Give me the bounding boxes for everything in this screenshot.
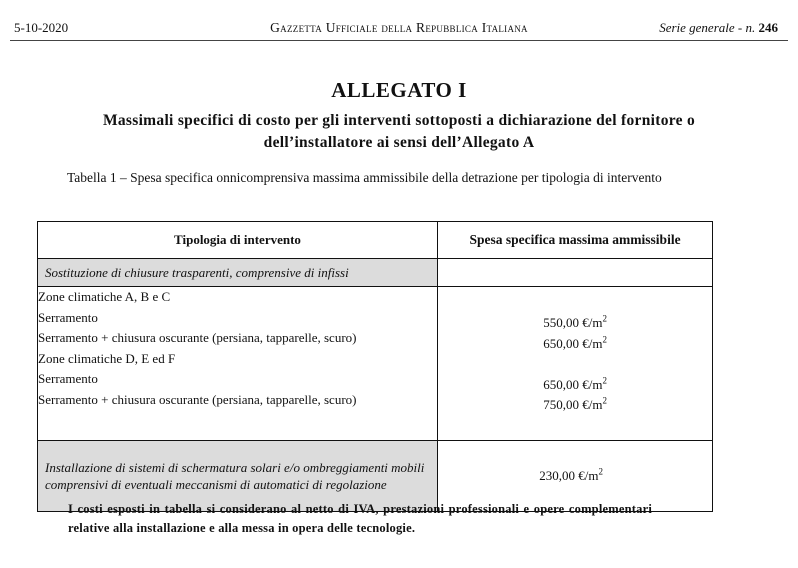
serie-number: 246 xyxy=(758,20,778,35)
table-caption: Tabella 1 – Spesa specifica onnicomprensiva massima ammissibile della detrazione per tipologia di intervento xyxy=(67,170,662,185)
schermatura-label: Installazione di sistemi di schermatura solari e/o ombreggiamenti mobili comprensivi di eventuali meccanismi di automatici di regolazione xyxy=(38,441,438,512)
value-spacer xyxy=(438,354,607,375)
group-abc: Zone climatiche A, B e C xyxy=(38,289,171,304)
allegato-subtitle: Massimali specifici di costo per gli interventi sottoposti a dichiarazione del fornitore o dell’installatore ai sensi dell’Allegato A xyxy=(102,112,696,151)
serie-label: Serie generale xyxy=(659,20,735,35)
value-abc-chiusura: 650,00 $€/m^2$ xyxy=(543,334,607,351)
header-date: 5-10-2020 xyxy=(14,20,69,35)
col-header-tipologia: Tipologia di intervento xyxy=(38,222,438,259)
table-row xyxy=(38,259,713,287)
col-header-spesa: Spesa specifica massima ammissibile xyxy=(438,222,713,259)
table-row xyxy=(38,287,713,441)
zone-values xyxy=(438,287,713,441)
allegato-title: ALLEGATO I xyxy=(331,78,467,102)
sostituzione-label: Sostituzione di chiusure trasparenti, comprensive di infissi xyxy=(38,259,438,287)
value-def-serramento: 650,00 $€/m^2$ xyxy=(543,375,607,392)
abc-serramento-chiusura: Serramento + chiusura oscurante (persiana, tapparelle, scuro) xyxy=(38,330,357,345)
cost-table xyxy=(37,221,713,512)
serie-number-prefix: - n. xyxy=(734,20,759,35)
group-def: Zone climatiche D, E ed F xyxy=(38,350,176,366)
header-serie xyxy=(659,20,778,36)
value-def-chiusura: 750,00 $€/m^2$ xyxy=(543,395,607,412)
def-serramento: Serramento xyxy=(38,371,98,386)
abc-serramento: Serramento xyxy=(38,309,98,325)
value-abc-serramento: 550,00 $€/m^2$ xyxy=(543,313,607,330)
def-serramento-chiusura: Serramento + chiusura oscurante (persiana, tapparelle, scuro) xyxy=(38,391,357,407)
value-schermatura: 230,00 $€/m^2$ xyxy=(438,441,713,512)
header-title: Gazzetta Ufficiale della Repubblica Italiana xyxy=(270,20,528,35)
table-header-row xyxy=(38,222,713,259)
table-footnote: I costi esposti in tabella si considerano al netto di IVA, prestazioni professionali e opere complementari relative alla installazione e alla messa in opera delle tecnologie. xyxy=(68,502,652,535)
header-divider xyxy=(10,40,788,41)
empty-cell xyxy=(438,259,713,287)
zone-list xyxy=(38,287,438,441)
